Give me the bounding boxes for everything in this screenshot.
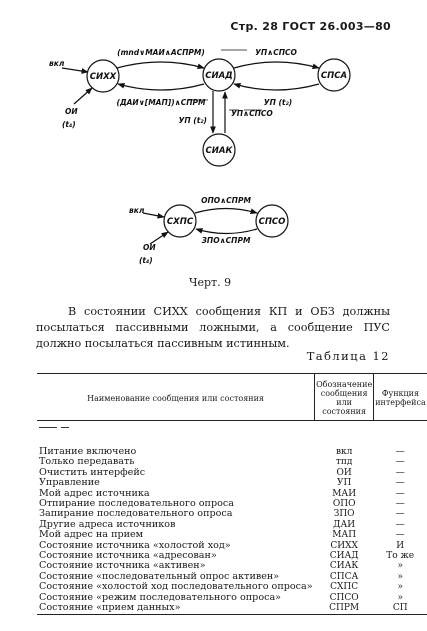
arrow-spso-shps (196, 229, 257, 234)
figure-caption: Черт. 9 (189, 276, 232, 289)
state-siak: СИАК (205, 146, 233, 156)
label-oi-bottom: ОИ (143, 243, 156, 252)
cell-code: СПРМ (329, 603, 360, 614)
cell-func: То же (386, 551, 415, 562)
cell-name: Запирание последовательного опроса (39, 508, 233, 520)
cell-func: » (397, 571, 403, 582)
cell-code: УП (336, 478, 352, 489)
cell-func: — (395, 509, 405, 520)
state-spso: СПСО (258, 217, 286, 227)
table-title: Таблица 12 (306, 349, 390, 363)
state-siad: СИАД (205, 71, 233, 81)
cell-name: Состояние «последовательный опрос активен» (39, 570, 280, 582)
cell-func: — (395, 488, 405, 499)
cell-func: — (395, 530, 405, 541)
column-header-code: Обозначение сообщения или состояния (315, 374, 374, 421)
cell-func: » (397, 582, 403, 593)
cell-name: Мой адрес источника (39, 487, 150, 499)
cell-code: ОИ (336, 467, 352, 478)
cell-name: Отпирание последовательного опроса (39, 498, 234, 510)
arrow-vkl-sihh (62, 68, 88, 72)
cell-code: тпд (335, 457, 353, 468)
cell-code: ОПО (332, 499, 356, 510)
state-diagram (0, 0, 427, 270)
cell-func: » (397, 592, 403, 603)
label-up-t2: УП (t₂) (178, 116, 207, 125)
cell-code: ДАИ (333, 519, 356, 530)
arrow-sihh-siad (117, 62, 204, 68)
label-up-spso: УП∧СПСО (231, 109, 273, 118)
cell-code: вкл (335, 447, 353, 457)
label-vkl-bottom: вкл (129, 206, 145, 215)
arrow-vkl-shps (143, 213, 164, 217)
cell-func: — (395, 478, 405, 489)
cell-func: — (395, 499, 405, 510)
state-sihh: СИХХ (89, 72, 117, 82)
label-zpo: ЗПО∧СПРМ (201, 236, 251, 245)
label-oi-top: ОИ (65, 107, 78, 116)
label-t4-top: (t₄) (62, 120, 76, 129)
label-siad-spsa: УП∧СПСО (255, 48, 297, 57)
cell-name: Состояние «прием данных» (39, 602, 181, 614)
cell-code: СИАД (329, 551, 359, 562)
cell-func: — (395, 467, 405, 478)
cell-func: — (395, 447, 405, 457)
cell-func: — (395, 457, 405, 468)
cell-name: Состояние источника «холостой ход» (39, 539, 231, 551)
cell-func: » (397, 561, 403, 572)
arrow-siad-spsa (234, 62, 319, 68)
cell-func: И (396, 540, 405, 551)
column-header-function: Функция интерфейса (374, 374, 427, 421)
arrow-spsa-siad (234, 84, 319, 90)
cell-code: СИАК (329, 561, 359, 572)
cell-code: СИХХ (330, 540, 358, 551)
cell-func: — (395, 519, 405, 530)
label-opo: ОПО∧СПРМ (201, 196, 251, 205)
cell-code: МАИ (332, 488, 357, 499)
state-shps: СХПС (166, 217, 194, 227)
cell-code: СПСА (329, 571, 359, 582)
cell-code: СХПС (330, 582, 359, 593)
cell-code: ЗПО (333, 509, 355, 520)
label-siad-sihh: (ДАИ∨[МАП])∧СПРМ (116, 98, 206, 107)
cell-name: Только передавать (39, 456, 135, 468)
table-row (37, 603, 427, 614)
arrow-siad-sihh (118, 84, 204, 90)
cell-name: Другие адреса источников (39, 518, 176, 530)
cell-name: Питание включено (39, 446, 137, 457)
cell-name: Управление (39, 477, 100, 489)
cell-name: Состояние источника «активен» (39, 560, 206, 572)
cell-code: МАП (332, 530, 357, 541)
page-header: Стр. 28 ГОСТ 26.003—80 (230, 20, 391, 33)
arrow-shps-spso (195, 209, 257, 214)
label-vkl-top: вкл (49, 59, 65, 68)
messages-table (37, 373, 427, 615)
arrow-oi-sihh (74, 88, 92, 104)
cell-func: СП (392, 603, 408, 614)
cell-code: СПСО (329, 592, 359, 603)
column-header-name: Наименование сообщения или состояния (37, 374, 315, 421)
body-paragraph: В состоянии СИХХ сообщения КП и ОБЗ должны посылаться пассивными ложными, а сообщение ПУС должно посылаться пассивным истинным. (36, 305, 390, 350)
label-t4-bottom: (t₄) (139, 256, 153, 265)
cell-name: Состояние «режим последовательного опроса» (39, 591, 282, 603)
cell-name: Состояние «холостой ход последовательного опроса» (39, 581, 313, 593)
cell-name: Состояние источника «адресован» (39, 550, 217, 562)
cell-name: Очистить интерфейс (39, 466, 146, 478)
label-spsa-siad: УП (t₂) (263, 98, 293, 107)
cell-name: Мой адрес на прием (39, 529, 144, 541)
state-spsa: СПСА (320, 71, 348, 81)
label-sihh-siad: (mnd∨МАИ∧АСПРМ) (117, 48, 205, 57)
